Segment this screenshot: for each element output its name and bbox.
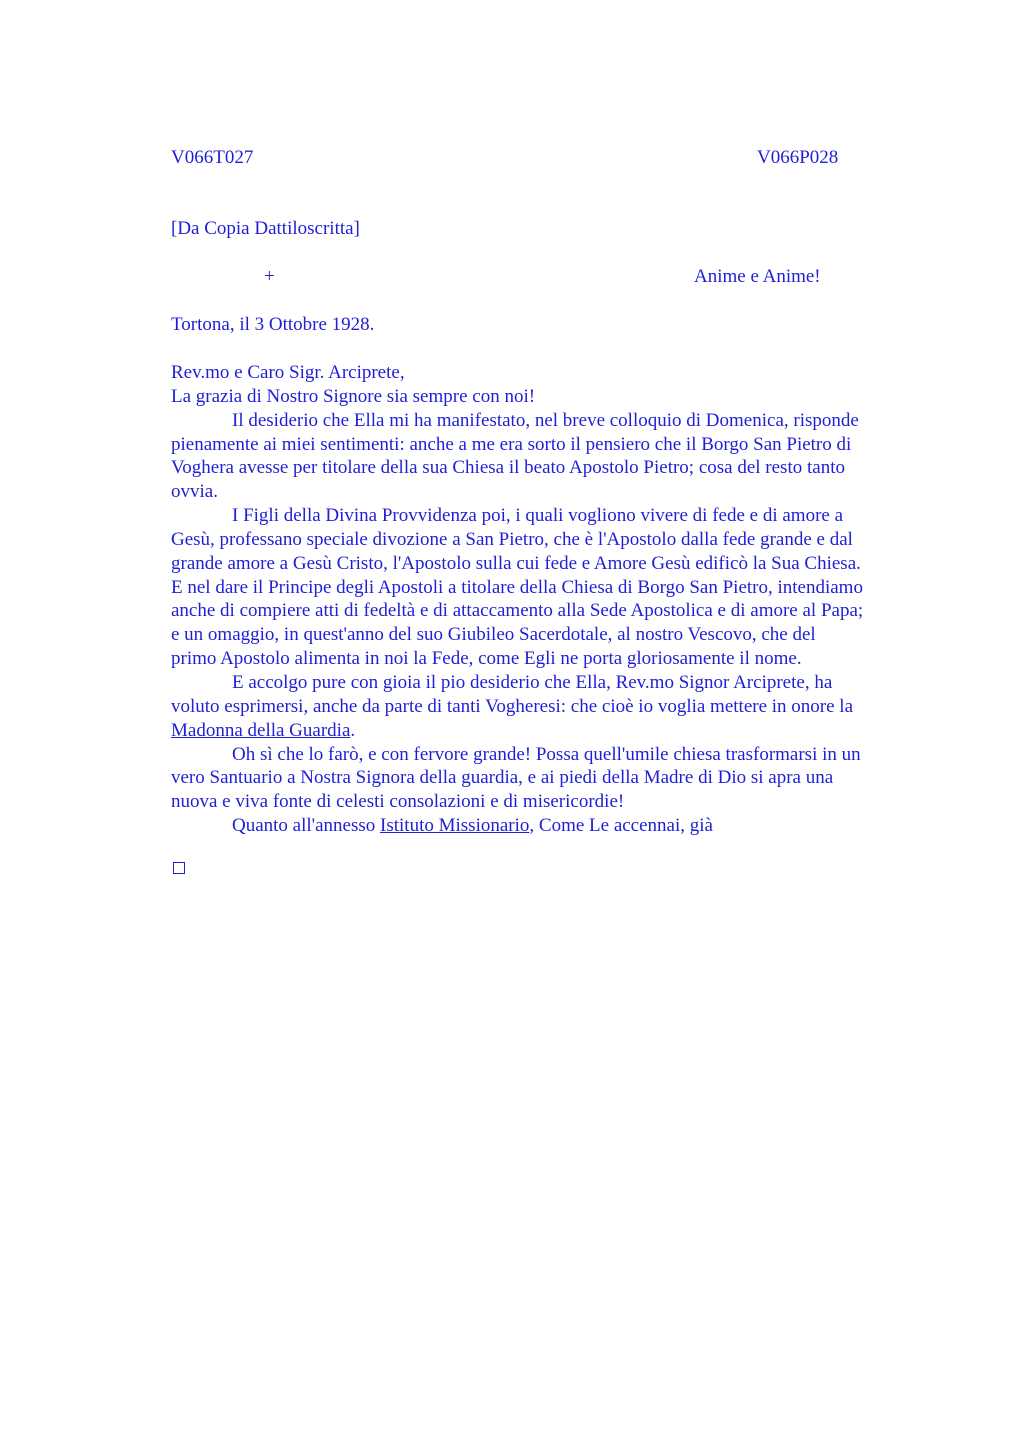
cross-symbol: +: [264, 266, 275, 287]
paragraph-2-line: grande amore a Gesù Cristo, l'Apostolo sulla cui fede e Amore Gesù edificò la Sua Chiesa.: [171, 552, 861, 574]
paragraph-1-line: ovvia.: [171, 481, 218, 503]
paragraph-2-line: E nel dare il Principe degli Apostoli a titolare della Chiesa di Borgo San Pietro, intendiamo: [171, 576, 863, 598]
paragraph-5-end: , Come Le accennai, già: [529, 815, 713, 837]
paragraph-5-start: Quanto all'annesso: [232, 815, 381, 837]
salutation-line-1: Rev.mo e Caro Sigr. Arciprete,: [171, 362, 405, 383]
paragraph-1-line: Voghera avesse per titolare della sua Chiesa il beato Apostolo Pietro; cosa del resto tanto: [171, 457, 845, 479]
document-code-left: V066T027: [171, 147, 254, 168]
paragraph-4: [171, 743, 931, 815]
source-note: [Da Copia Dattiloscritta]: [171, 218, 360, 239]
paragraph-2-line: e un omaggio, in quest'anno del suo Giubileo Sacerdotale, al nostro Vescovo, che del: [171, 624, 816, 646]
paragraph-5: [171, 814, 931, 838]
paragraph-3: [171, 671, 931, 743]
paragraph-3-end: .: [350, 719, 356, 741]
paragraph-2: [171, 504, 931, 671]
paragraph-2-line: anche di compiere atti di fedeltà e di attaccamento alla Sede Apostolica e di amore al Papa;: [171, 600, 864, 622]
salutation-line-2: La grazia di Nostro Signore sia sempre con noi!: [171, 385, 536, 407]
paragraph-4-line: vero Santuario a Nostra Signora della guardia, e ai piedi della Madre di Dio si apra una: [171, 767, 834, 789]
page-break-box-icon: [173, 862, 185, 874]
paragraph-4-line: nuova e viva fonte di celesti consolazioni e di misericordie!: [171, 791, 625, 813]
place-date: Tortona, il 3 Ottobre 1928.: [171, 314, 375, 335]
paragraph-3-line: voluto esprimersi, anche da parte di tanti Vogheresi: che cioè io voglia mettere in onore la: [171, 695, 854, 717]
paragraph-1: [171, 409, 931, 504]
madonna-della-guardia-link[interactable]: Madonna della Guardia: [171, 719, 351, 741]
letter-body: [171, 361, 931, 838]
istituto-missionario-link[interactable]: Istituto Missionario: [380, 815, 530, 837]
paragraph-2-line: Gesù, professano speciale divozione a San Pietro, che è l'Apostolo dalla fede grande e dal: [171, 528, 853, 550]
document-code-right: V066P028: [757, 147, 839, 168]
motto: Anime e Anime!: [694, 266, 821, 287]
paragraph-3-line: E accolgo pure con gioia il pio desiderio che Ella, Rev.mo Signor Arciprete, ha: [232, 671, 833, 693]
paragraph-1-line: Il desiderio che Ella mi ha manifestato, nel breve colloquio di Domenica, risponde: [232, 409, 859, 431]
paragraph-1-line: pienamente ai miei sentimenti: anche a me era sorto il pensiero che il Borgo San Pietro di: [171, 433, 852, 455]
paragraph-2-line: primo Apostolo alimenta in noi la Fede, come Egli ne porta gloriosamente il nome.: [171, 648, 802, 670]
paragraph-2-line: I Figli della Divina Provvidenza poi, i quali vogliono vivere di fede e di amore a: [232, 505, 844, 527]
paragraph-4-line: Oh sì che lo farò, e con fervore grande! Possa quell'umile chiesa trasformarsi in un: [232, 743, 861, 765]
